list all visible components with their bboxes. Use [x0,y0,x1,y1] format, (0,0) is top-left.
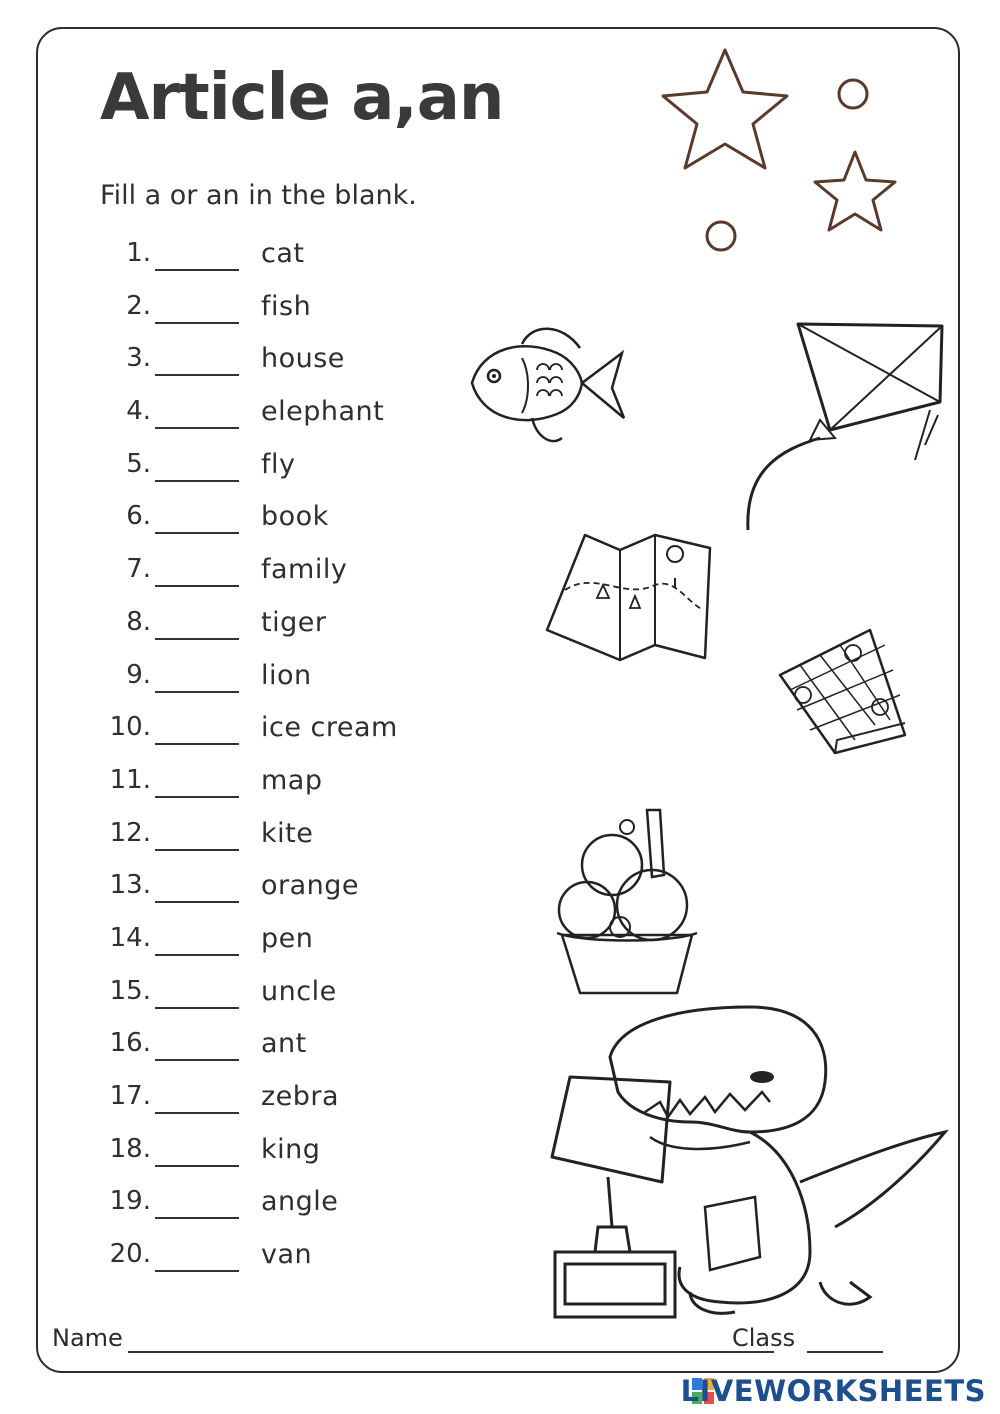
answer-blank[interactable] [155,322,239,324]
answer-blank[interactable] [155,269,239,271]
exercise-item [96,1184,496,1237]
answer-blank[interactable] [155,532,239,534]
item-number: 20. [109,1239,151,1270]
item-word: fly [261,448,296,480]
answer-blank[interactable] [155,374,239,376]
exercise-item [96,447,496,500]
item-word: book [261,501,329,533]
item-word: ice cream [261,712,398,744]
item-number: 6. [126,501,151,532]
item-number: 8. [126,606,151,637]
answer-blank[interactable] [155,638,239,640]
item-number: 11. [109,764,151,795]
class-label: Class [732,1324,796,1352]
answer-blank[interactable] [155,585,239,587]
item-number: 2. [126,290,151,321]
answer-blank[interactable] [155,743,239,745]
name-field[interactable] [128,1351,774,1353]
item-word: cat [261,238,305,269]
item-number: 17. [109,1081,151,1111]
item-word: king [261,1133,321,1165]
item-word: fish [261,290,312,322]
map-drawing [545,530,715,665]
stars-decoration [655,40,915,260]
item-number: 9. [126,659,151,690]
answer-blank[interactable] [155,1007,239,1009]
item-number: 3. [126,343,151,374]
item-number: 10. [109,712,151,743]
exercise-item [96,974,496,1027]
item-word: zebra [261,1081,340,1112]
exercise-item [96,236,496,289]
exercise-item [96,763,496,816]
answer-blank[interactable] [155,1059,239,1061]
item-word: ant [261,1028,307,1060]
exercise-item [96,816,496,869]
answer-blank[interactable] [155,1165,239,1167]
book-drawing [775,625,915,755]
item-word: house [261,343,345,375]
answer-blank[interactable] [155,427,239,429]
item-word: orange [261,870,360,902]
answer-blank[interactable] [155,480,239,482]
item-number: 15. [109,975,151,1006]
answer-blank[interactable] [155,1217,239,1219]
exercise-item [96,552,496,605]
name-label: Name [52,1324,123,1352]
item-word: tiger [261,606,327,638]
item-word: van [261,1239,313,1271]
exercise-item [96,341,496,394]
item-word: map [261,764,323,796]
item-number: 7. [126,554,151,585]
exercise-item [96,658,496,711]
exercise-item [96,499,496,552]
exercise-item [96,868,496,921]
item-word: lion [261,659,312,691]
item-word: uncle [261,975,337,1007]
item-number: 16. [109,1028,151,1059]
instruction-text: Fill a or an in the blank. [100,180,417,211]
item-number: 18. [109,1133,151,1164]
exercise-item [96,1026,496,1079]
answer-blank[interactable] [155,796,239,798]
item-word: family [261,554,348,586]
brand-wordmark[interactable]: LIVEWORKSHEETS [680,1374,986,1408]
item-word: elephant [261,396,385,428]
ice-cream-drawing [552,805,702,1000]
item-word: kite [261,817,314,849]
item-number: 4. [126,396,151,427]
dinosaur-drawing [550,1002,950,1322]
exercise-item [96,1237,496,1290]
answer-blank[interactable] [155,954,239,956]
item-number: 13. [109,870,151,901]
item-number: 19. [109,1186,151,1217]
item-word: angle [261,1186,339,1218]
exercise-item [96,1079,496,1132]
answer-blank[interactable] [155,901,239,903]
exercise-item [96,394,496,447]
exercise-item [96,710,496,763]
kite-drawing [740,320,950,535]
item-number: 14. [109,922,151,953]
class-field[interactable] [807,1351,883,1353]
exercise-item [96,289,496,342]
worksheet-title: Article a,an [100,61,504,135]
answer-blank[interactable] [155,1112,239,1114]
exercise-item [96,605,496,658]
answer-blank[interactable] [155,849,239,851]
footer [52,1324,892,1360]
item-word: pen [261,922,314,954]
fish-drawing [462,318,632,448]
exercise-item [96,921,496,974]
answer-blank[interactable] [155,691,239,693]
item-number: 5. [126,448,151,479]
item-number: 1. [126,238,151,268]
exercise-item [96,1132,496,1185]
answer-blank[interactable] [155,1270,239,1272]
exercise-list [96,236,496,1290]
item-number: 12. [109,817,151,848]
